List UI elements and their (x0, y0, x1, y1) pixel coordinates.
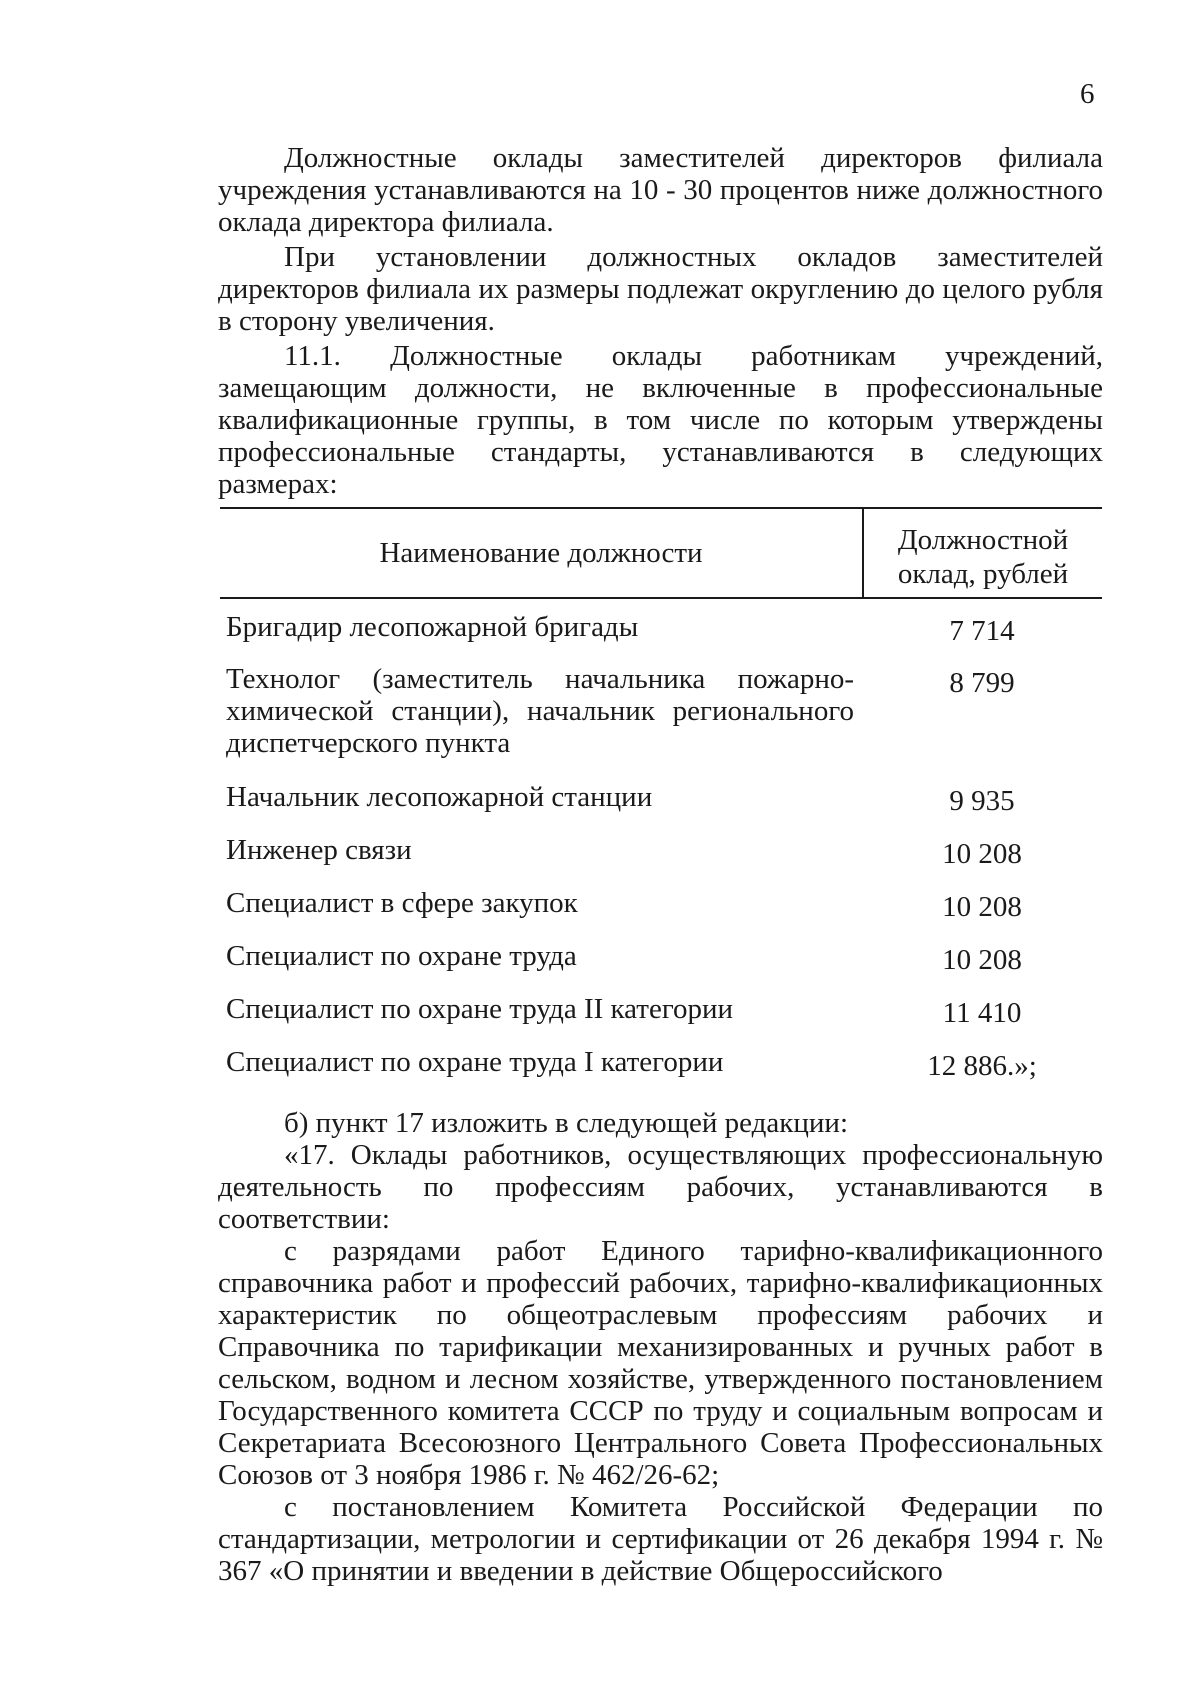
intro-paragraph: 11.1. Должностные оклады работникам учреждений, замещающим должности, не включенные в профессиональные квалификационные группы, в том числе по которым утверждены профессиональные стандарты, устанавливаются в следующих размерах: (218, 340, 1103, 500)
position-name: Специалист в сфере закупок (226, 887, 578, 919)
main-section (218, 1107, 1103, 1587)
table-body (220, 611, 1102, 1082)
intro-section (218, 142, 1103, 500)
table-row (220, 1046, 1102, 1082)
intro-paragraph: Должностные оклады заместителей директоров филиала учреждения устанавливаются на 10 - 30 процентов ниже должностного оклада директора филиала. (218, 142, 1103, 238)
position-name: Специалист по охране труда (226, 940, 577, 972)
table-row (220, 611, 1102, 647)
salary-value: 10 208 (942, 891, 1022, 923)
header-salary: Должностной оклад, рублей (897, 524, 1069, 590)
intro-paragraph: При установлении должностных окладов заместителей директоров филиала их размеры подлежат округлению до целого рубля в сторону увеличения. (218, 241, 1103, 337)
position-name: Технолог (заместитель начальника пожарно-химической станции), начальник регионального диспетчерского пункта (226, 663, 854, 759)
salary-value: 8 799 (949, 667, 1015, 699)
salary-value: 9 935 (949, 785, 1015, 817)
table-row (220, 993, 1102, 1029)
position-name: Специалист по охране труда I категории (226, 1046, 724, 1078)
position-name: Бригадир лесопожарной бригады (226, 611, 639, 643)
table-row (220, 663, 1102, 759)
table-row (220, 887, 1102, 923)
page-number: 6 (1080, 78, 1095, 110)
header-position-name: Наименование должности (379, 537, 703, 569)
salary-table (220, 507, 1102, 1082)
main-paragraph: с разрядами работ Единого тарифно-квалификационного справочника работ и профессий рабочих, тарифно-квалификационных характеристик по общеотраслевым профессиям рабочих и Справочника по тарификации механизированных и ручных работ в сельском, водном и лесном хозяйстве, утвержденного постановлением Государственного комитета СССР по труду и социальным вопросам и Секретариата Всесоюзного Центрального Совета Профессиональных Союзов от 3 ноября 1986 г. № 462/26-62; (218, 1235, 1103, 1491)
position-name: Начальник лесопожарной станции (226, 781, 653, 813)
salary-value: 10 208 (942, 944, 1022, 976)
main-paragraph: с постановлением Комитета Российской Федерации по стандартизации, метрологии и сертификации от 26 декабря 1994 г. № 367 «О принятии и введении в действие Общероссийского (218, 1491, 1103, 1587)
position-name: Специалист по охране труда II категории (226, 993, 734, 1025)
salary-value: 11 410 (942, 997, 1022, 1029)
table-row (220, 834, 1102, 870)
salary-value: 12 886.»; (927, 1050, 1037, 1082)
position-name: Инженер связи (226, 834, 412, 866)
main-paragraph: «17. Оклады работников, осуществляющих профессиональную деятельность по профессиям рабочих, устанавливаются в соответствии: (218, 1139, 1103, 1235)
table-row (220, 781, 1102, 817)
salary-value: 7 714 (949, 615, 1015, 647)
main-paragraph: б) пункт 17 изложить в следующей редакции: (284, 1107, 848, 1139)
table-row (220, 940, 1102, 976)
salary-value: 10 208 (942, 838, 1022, 870)
table-header (220, 507, 1102, 599)
